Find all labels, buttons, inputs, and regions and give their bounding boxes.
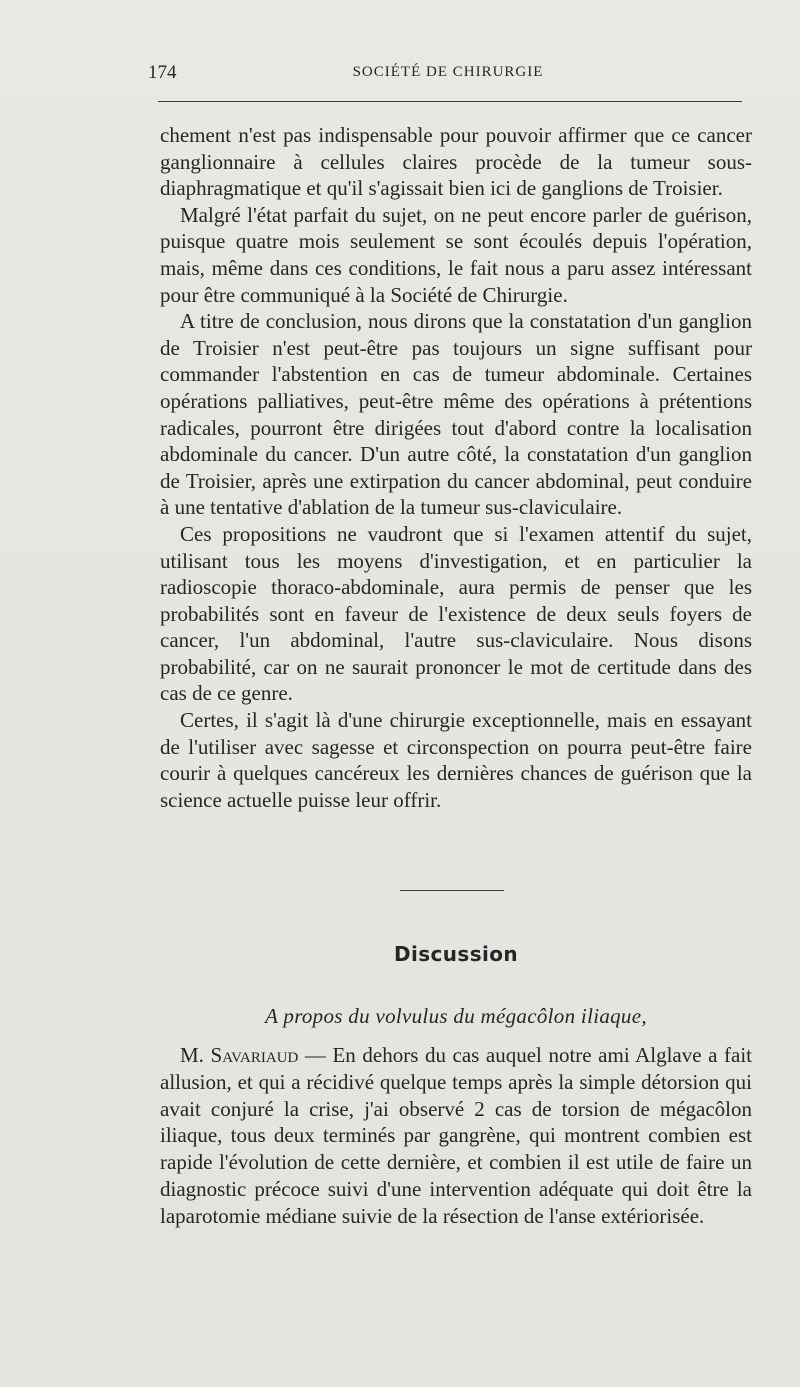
paragraph-certes: Certes, il s'agit là d'une chirurgie exceptionnelle, mais en essayant de l'utiliser avec sagesse et circonspection on pourra peut-être faire courir à quelques cancéreux les dernières chances de guérison que la science actuelle puisse leur offrir. — [160, 708, 752, 812]
section-separator-rule — [400, 890, 504, 891]
running-title: SOCIÉTÉ DE CHIRURGIE — [352, 64, 544, 80]
running-header — [148, 62, 748, 86]
paragraph-guerison: Malgré l'état parfait du sujet, on ne peut encore parler de guérison, puisque quatre mois seulement se sont écoulés depuis l'opération, mais, même dans ces conditions, le fait nous a paru assez intéressant pour être communiqué à la Société de Chirurgie. — [160, 202, 752, 307]
paragraph-propositions: Ces propositions ne vaudront que si l'examen attentif du sujet, utilisant tous les moyens d'investigation, et en particulier la radioscopie thoraco-abdominale, aura permis de penser que les probabilités sont en faveur de l'existence de deux seuls foyers de cancer, l'un abdominal, l'autre sus-claviculaire. Nous disons probabilité, car on ne saurait prononcer le mot de certitude dans des cas de ce genre. — [160, 521, 752, 706]
page-number: 174 — [148, 62, 177, 83]
speaker-name: Savariaud — [210, 1043, 299, 1067]
paragraph-continuation: chement n'est pas indispensable pour pouvoir affirmer que ce cancer ganglionnaire à cellules claires procède de la tumeur sous-diaphragmatique et qu'il s'agissait bien ici de ganglions de Troisier. — [160, 123, 752, 201]
discussion-body: En dehors du cas auquel notre ami Alglave a fait allusion, et qui a récidivé quelque temps après la simple détorsion qui avait conjuré la crise, j'ai observé 2 cas de torsion de mégacôlon iliaque, tous deux terminés par gangrène, qui montrent combien est rapide l'évolution de cette dernière, et combien il est utile de faire un diagnostic précoce suivi d'une intervention adéquate qui doit être la laparotomie médiane suivie de la résection de l'anse extériorisée. — [160, 1043, 753, 1228]
discussion-paragraph — [160, 1042, 752, 1230]
header-rule — [158, 101, 742, 102]
discussion-heading: Discussion — [393, 942, 519, 966]
speaker-dash: — — [298, 1043, 333, 1067]
paragraph-conclusion: A titre de conclusion, nous dirons que la constatation d'un ganglion de Troisier n'est peut-être pas toujours un signe suffisant pour commander l'abstention en cas de tumeur abdominale. Certaines opérations palliatives, peut-être même des opérations à prétentions radicales, pourront être dirigées tout d'abord contre la localisation abdominale du cancer. D'un autre côté, la constatation d'un ganglion de Troisier, après une extirpation du cancer abdominal, peut conduire à une tentative d'ablation de la tumeur sus-claviculaire. — [160, 309, 752, 520]
discussion-subheading: A propos du volvulus du mégacôlon iliaque, — [265, 1004, 647, 1028]
body-text — [160, 122, 752, 813]
speaker-prefix: M. — [180, 1043, 204, 1067]
discussion-text — [160, 1042, 752, 1230]
